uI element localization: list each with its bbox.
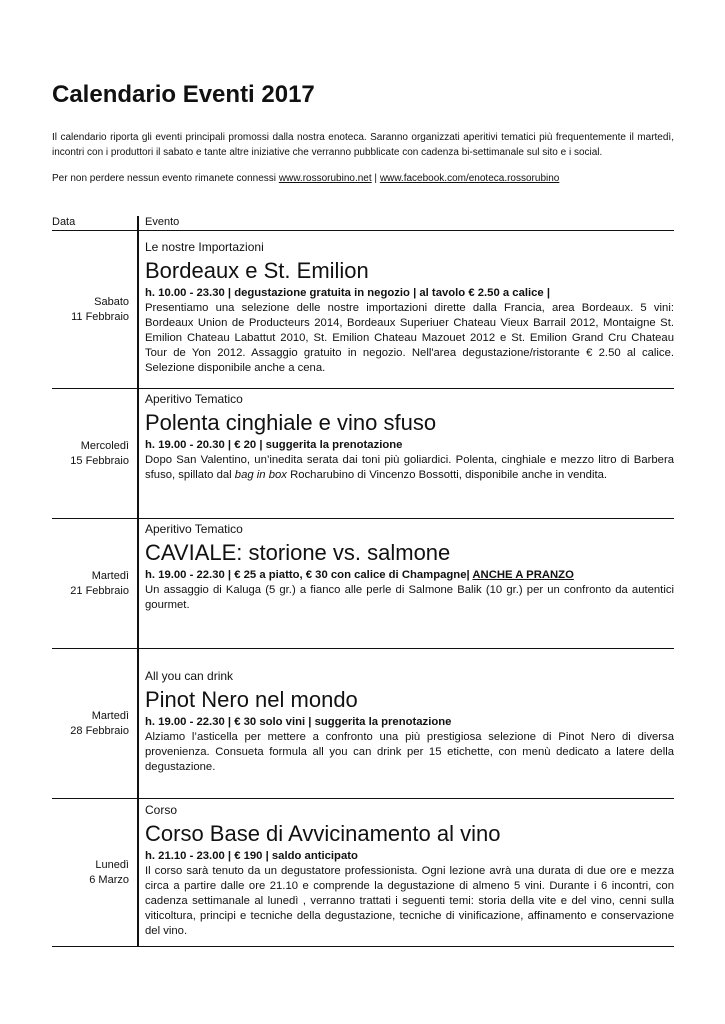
event-category: All you can drink: [145, 669, 234, 683]
event-date: 15 Febbraio: [70, 454, 129, 467]
events-table: [52, 216, 674, 947]
event-info: [145, 568, 674, 583]
event-date: 11 Febbraio: [71, 310, 129, 323]
event-date-cell: [52, 649, 138, 799]
event-date-cell: [52, 799, 138, 947]
links-separator: |: [374, 173, 378, 184]
event-description: Presentiamo una selezione delle nostre importazioni dirette dalla Francia, area Bordeaux. 5 vini: Bordeaux Union de Producteurs 2014, Bordeaux Superiuer Chateau Vieux Barrail 2012, Montaigne St. Emilion Chateau Labattut 2010, St. Emilion Chateau Mazouet 2012 e St. Emilion Grand Cru Chateau Tour de Yon 2012. Assaggio gratuito in negozio. Nell'area degustazione/ristorante € 2.50 al calice. Selezione disponibile anche a cena.: [145, 302, 674, 374]
event-row: [52, 649, 674, 799]
event-day: Martedì: [91, 569, 129, 582]
event-date: 21 Febbraio: [70, 584, 129, 597]
event-title: Bordeaux e St. Emilion: [145, 258, 369, 283]
event-info-text: h. 19.00 - 22.30 | € 25 a piatto, € 30 con calice di Champagne|: [145, 569, 470, 581]
facebook-link[interactable]: www.facebook.com/enoteca.rossorubino: [379, 173, 560, 184]
links-prefix: Per non perdere nessun evento rimanete connessi: [52, 173, 277, 184]
event-title: CAVIALE: storione vs. salmone: [145, 540, 451, 565]
event-category: Corso: [145, 803, 178, 817]
event-cell: [138, 799, 674, 947]
event-row: [52, 231, 674, 389]
event-info: h. 21.10 - 23.00 | € 190 | saldo anticipato: [145, 850, 358, 862]
description-text: Dopo San Valentino, un’inedita serata dai toni più goliardici. Polenta, cinghiale e mezzo litro di Barbera sfuso, spillato dal: [145, 454, 674, 481]
event-description: Il corso sarà tenuto da un degustatore professionista. Ogni lezione avrà una durata di due ore e mezza circa a partire dalle ore 21.10 e comprende la degustazione di almeno 5 vini. Durante i 6 incontri, con cadenza settimanale al lunedì , verranno trattati i seguenti temi: storia della vite e del vino, cenni sulla viticoltura, principi e tecniche della degustazione, tecniche di vinificazione, affinamento e conservazione del vino.: [145, 865, 674, 937]
social-links: [52, 172, 674, 186]
event-cell: [138, 231, 674, 389]
event-day: Lunedì: [95, 858, 129, 871]
event-cell: [138, 519, 674, 649]
event-info: h. 19.00 - 20.30 | € 20 | suggerita la prenotazione: [145, 439, 403, 451]
event-cell: [138, 649, 674, 799]
event-row: [52, 519, 674, 649]
document-page: [52, 80, 674, 947]
table-header-row: [52, 216, 674, 231]
event-info: h. 19.00 - 22.30 | € 30 solo vini | suggerita la prenotazione: [145, 716, 452, 728]
header-event: Evento: [138, 216, 674, 231]
event-day: Mercoledì: [80, 439, 129, 452]
event-cell: [138, 389, 674, 519]
event-row: [52, 799, 674, 947]
event-title: Corso Base di Avvicinamento al vino: [145, 821, 501, 846]
header-date: Data: [52, 216, 138, 231]
event-date: 28 Febbraio: [70, 724, 129, 737]
event-title: Pinot Nero nel mondo: [145, 687, 358, 712]
event-day: Martedì: [91, 709, 129, 722]
description-emphasis: bag in box: [234, 469, 287, 481]
event-description: Un assaggio di Kaluga (5 gr.) a fianco alle perle di Salmone Balik (10 gr.) per un confronto da autentici gourmet.: [145, 584, 674, 611]
event-date-cell: [52, 519, 138, 649]
description-text: Rocharubino di Vincenzo Bossotti, disponibile anche in vendita.: [286, 469, 608, 481]
event-info: h. 10.00 - 23.30 | degustazione gratuita in negozio | al tavolo € 2.50 a calice |: [145, 287, 551, 299]
event-info-highlight: ANCHE A PRANZO: [472, 569, 574, 581]
event-category: Aperitivo Tematico: [145, 522, 243, 536]
event-category: Le nostre Importazioni: [145, 240, 264, 254]
event-description: [145, 453, 674, 483]
website-link[interactable]: www.rossorubino.net: [278, 173, 372, 184]
intro-paragraph: Il calendario riporta gli eventi principali promossi dalla nostra enoteca. Saranno organizzati aperitivi tematici più frequentemente il martedì, incontri con i produttori il sabato e tante altre iniziative che verranno pubblicate con cadenza bi-settimanale sul sito e i social.: [52, 132, 674, 158]
event-row: [52, 389, 674, 519]
event-category: Aperitivo Tematico: [145, 392, 243, 406]
event-title: Polenta cinghiale e vino sfuso: [145, 410, 437, 435]
event-date-cell: [52, 389, 138, 519]
event-date-cell: [52, 231, 138, 389]
event-day: Sabato: [94, 295, 129, 308]
event-date: 6 Marzo: [89, 873, 129, 886]
event-description: Alziamo l’asticella per mettere a confronto una più prestigiosa selezione di Pinot Nero di diversa provenienza. Consueta formula all you can drink per 15 etichette, con menù dedicato a latere della degustazione.: [145, 731, 674, 773]
page-title: Calendario Eventi 2017: [52, 81, 315, 108]
